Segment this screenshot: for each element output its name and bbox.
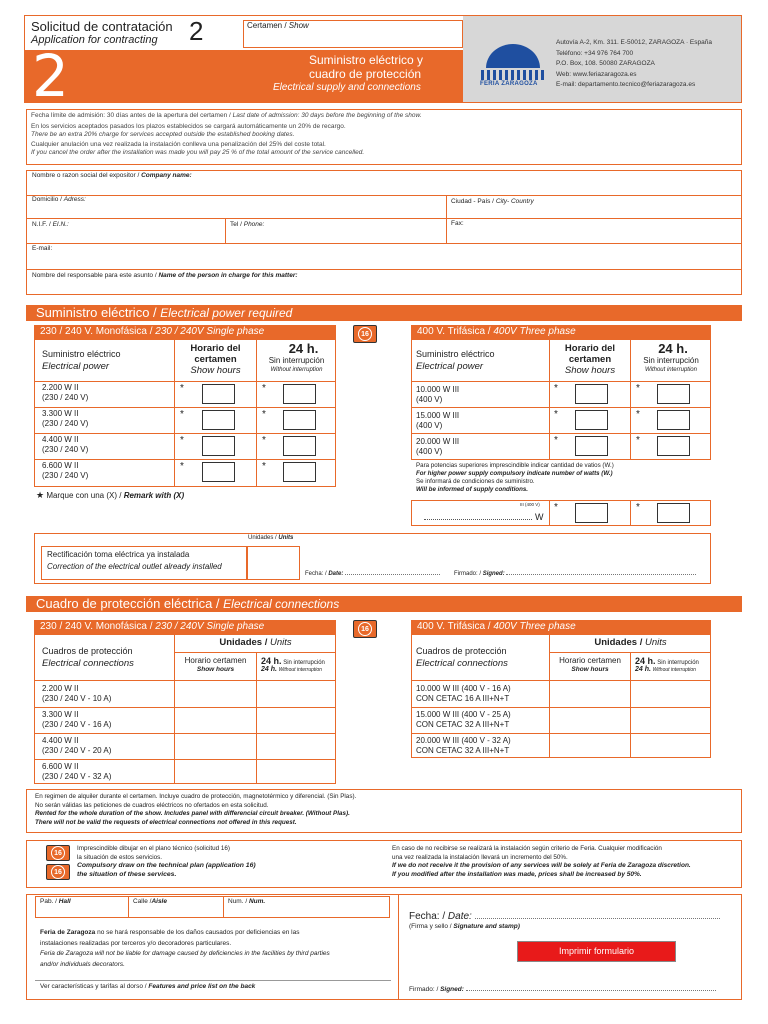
address-label-en: Adress: [63, 196, 86, 203]
conn-single-col-hours: Horario certamen Show hours [184, 656, 247, 673]
phone-label: Tel / [230, 221, 244, 228]
supply-single-row: 6.600 W II (230 / 240 V) [42, 461, 89, 480]
rect-date-field[interactable]: Fecha: / Date: [305, 571, 440, 577]
logo-text: FERIA ZARAGOZA [480, 81, 538, 87]
address-line2: Teléfono: +34 976 764 700 [556, 49, 634, 57]
single-show-hours-checkbox[interactable] [202, 462, 235, 482]
service-title [273, 53, 424, 94]
single-24h-checkbox[interactable] [283, 436, 316, 456]
three-24h-checkbox[interactable] [657, 436, 690, 456]
address-label: Domicilio / [32, 196, 64, 203]
three-show-hours-checkbox[interactable] [575, 410, 608, 430]
supply-three-head: 400 V. Trifásica / 400V Three phase [411, 325, 711, 339]
company-name-field[interactable] [26, 171, 742, 195]
conn-three-row: 15.000 W III (400 V - 25 A) CON CETAC 32 A III+N+T [416, 710, 511, 729]
custom-show-hours-checkbox[interactable] [575, 503, 608, 523]
supply-three-row: 20.000 W III (400 V) [416, 437, 460, 456]
notice-line2-es: En los servicios aceptados pasados los plazos establecidos se cargará automáticamente un 20% de recargo. [31, 122, 346, 130]
service-es-line1: Suministro eléctrico y [309, 53, 424, 67]
notice-line1-en: Last date of admission: 30 days before the beginning of the show. [232, 112, 422, 119]
title-en: Application for contracting [31, 34, 158, 46]
notice-line3-en: If you cancel the order after the installation was made you will pay 25 % of the total amount of the service cancelled. [31, 149, 365, 157]
connections-section-title: Cuadro de protección eléctrica / Electrical connections [26, 596, 742, 612]
service-en: Electrical supply and connections [273, 82, 421, 93]
conn-single-row: 4.400 W II (230 / 240 V - 20 A) [42, 736, 112, 755]
address-line4[interactable]: Web: www.feriazaragoza.es [556, 70, 637, 78]
title-es: Solicitud de contratación [31, 19, 173, 34]
custom-unit: W [535, 512, 544, 522]
supply-single-row: 2.200 W II (230 / 240 V) [42, 383, 89, 402]
liability-text: Feria de Zaragoza no se hará responsable de los daños causados por deficiencias en las instalaciones realizadas por terceros y/o decoradores particulares. Feria de Zaragoza will not be liable for damage caused by deficiencies in the facilities by third parties and/or individuals decorators. [40, 929, 330, 968]
plan-16-icon: 16 [46, 845, 70, 861]
supply-col-hours: Horario del certamen Show hours [190, 343, 241, 376]
city-label: Ciudad - País / [451, 198, 496, 205]
supply-col-24h: 24 h. Sin interrupción Without interruption [268, 341, 325, 373]
conn-three-head: 400 V. Trifásica / 400V Three phase [411, 620, 711, 634]
conn-single-row: 3.300 W II (230 / 240 V - 16 A) [42, 710, 112, 729]
responsible-label: Nombre del responsable para este asunto / [32, 272, 159, 279]
supply-three-col-24h: 24 h. Sin interrupción Without interruption [643, 341, 699, 373]
footer-signed-field[interactable]: Firmado: / Signed: [409, 986, 716, 993]
address-line5[interactable]: E-mail: departamento.tecnico@feriazaragoza.es [556, 81, 696, 89]
nif-label-en: EI.N.: [52, 221, 69, 228]
big-number: 2 [32, 42, 69, 110]
notice-line3-es: Cualquier anulación una vez realizada la instalación conlleva una penalización del 25% del coste total. [31, 141, 326, 149]
rect-text-box: Rectificación toma eléctrica ya instalada Correction of the electrical outlet already installed [41, 546, 247, 580]
nif-field[interactable] [26, 219, 225, 243]
num-field[interactable]: Num. / Num. [228, 898, 266, 905]
remark-note: ★ Marque con una (X) / Remark with (X) [36, 490, 185, 500]
aisle-field[interactable]: Calle /Aisle [133, 898, 167, 905]
company-name-label-en: Company name: [141, 172, 192, 179]
conn-notes: En regimen de alquiler durante el certamen. Incluye cuadro de protección, magnetotérmico y diferencial. (Sin Plas). No serán válidas las peticiones de cuadros eléctricos no ofertados en esta solicitud. Rented for the whole duration of the show. Includes panel with differencial circuit breaker. (Without Plas). There will not be valid the requests of electrical connections not offered in this request. [35, 793, 357, 826]
single-show-hours-checkbox[interactable] [202, 436, 235, 456]
service-es-line2: cuadro de protección [309, 67, 422, 81]
form-number: 2 [189, 16, 204, 46]
plan-right-text: En caso de no recibirse se realizará la instalación según criterio de Feria. Cualquier modificación una vez realizada la instalación llevará un incremento del 50%. If we do not receive it the provision of any services will be solely at Feria de Zaragoza discretion. If you modified after the installation was made, prices shall be increased by 50%. [392, 845, 691, 878]
conn-single-row: 6.600 W II (230 / 240 V - 32 A) [42, 762, 112, 781]
notice-text [31, 112, 422, 157]
print-form-button[interactable]: Imprimir formulario [517, 941, 676, 962]
address-line1: Autovía A-2, Km. 311. E-50012, ZARAGOZA · España [556, 39, 712, 46]
conn-three-units: Unidades / Units [594, 637, 667, 648]
notice-line2-en: There be an extra 20% charge for services accepted outside the established booking dates. [31, 130, 295, 138]
hall-field[interactable]: Pab. / Hall [40, 898, 71, 905]
rect-units-label: Unidades / Units [248, 535, 294, 541]
stamp-label: (Firma y sello / Signature and stamp) [409, 923, 520, 930]
city-label-en: City- Country [495, 198, 534, 205]
conn-three-col-24h: 24 h. Sin interrupción 24 h. Without interruption [635, 656, 699, 673]
city-field[interactable] [447, 196, 741, 218]
company-address [556, 38, 712, 91]
conn-three-row: 10.000 W III (400 V - 16 A) CON CETAC 16 A III+N+T [416, 684, 511, 703]
rect-signed-field[interactable]: Firmado: / Signed: [454, 571, 696, 577]
fax-field[interactable] [447, 219, 741, 243]
higher-power-note: Para potencias superiores imprescindible indicar cantidad de vatios (W.) For higher power supply compulsory indicate number of watts (W.) Se informará de condiciones de suministro. Will be informed of supply conditions. [416, 462, 614, 493]
company-name-label: Nombre o razon social del expositor / [32, 172, 142, 179]
supply-three-row: 15.000 W III (400 V) [416, 411, 460, 430]
prices-note: Ver características y tarifas al dorso / Features and price list on the back [40, 983, 256, 990]
plan-16-icon: 16 [353, 325, 377, 343]
responsible-field[interactable] [26, 270, 742, 295]
plan-16-icon: 16 [46, 864, 70, 880]
three-show-hours-checkbox[interactable] [575, 384, 608, 404]
address-field[interactable] [26, 196, 446, 218]
fax-label: Fax: [451, 220, 464, 227]
phone-label-en: Phone: [243, 221, 265, 228]
single-24h-checkbox[interactable] [283, 410, 316, 430]
conn-three-row: 20.000 W III (400 V - 32 A) CON CETAC 32 A III+N+T [416, 736, 511, 755]
supply-section-title: Suministro eléctrico / Electrical power required [26, 305, 742, 321]
supply-col-power: Suministro eléctrico Electrical power [42, 349, 121, 372]
single-show-hours-checkbox[interactable] [202, 384, 235, 404]
certamen-label: Certamen / [247, 21, 289, 30]
location-row [35, 896, 390, 918]
supply-single-row: 3.300 W II (230 / 240 V) [42, 409, 89, 428]
address-line3: P.O. Box, 108. 50080 ZARAGOZA [556, 60, 655, 68]
supply-single-head: 230 / 240 V. Monofásica / 230 / 240V Single phase [34, 325, 336, 339]
supply-three-col-power: Suministro eléctrico Electrical power [416, 349, 495, 372]
conn-three-col-name: Cuadros de protección Electrical connections [416, 646, 508, 669]
email-field[interactable] [26, 244, 742, 269]
single-24h-checkbox[interactable] [283, 384, 316, 404]
three-24h-checkbox[interactable] [657, 384, 690, 404]
nif-label: N.I.F. / [32, 221, 53, 228]
certamen-field[interactable] [243, 20, 463, 48]
conn-single-row: 2.200 W II (230 / 240 V - 10 A) [42, 684, 112, 703]
conn-three-col-hours: Horario certamen Show hours [559, 656, 621, 673]
custom-volt: III (400 V) [520, 502, 540, 507]
notice-line1-es: Fecha límite de admisión: 30 días antes de la apertura del certamen / [31, 112, 233, 119]
three-show-hours-checkbox[interactable] [575, 436, 608, 456]
supply-single-row: 4.400 W II (230 / 240 V) [42, 435, 89, 454]
custom-24h-checkbox[interactable] [657, 503, 690, 523]
supply-three-row: 10.000 W III (400 V) [416, 385, 460, 404]
plan-draw-text: Imprescindible dibujar en el plano técnico (solicitud 16) la situación de estos servicios. Compulsory draw on the technical plan (application 16) the situation of these services. [77, 845, 256, 878]
plan-16-icon: 16 [353, 620, 377, 638]
three-24h-checkbox[interactable] [657, 410, 690, 430]
supply-three-col-hours: Horario del certamen Show hours [564, 343, 616, 376]
conn-single-col-24h: 24 h. Sin interrupción 24 h. Without interruption [261, 656, 325, 673]
custom-watts-input[interactable] [424, 510, 532, 520]
single-24h-checkbox[interactable] [283, 462, 316, 482]
single-show-hours-checkbox[interactable] [202, 410, 235, 430]
phone-field[interactable] [226, 219, 446, 243]
footer-date-field[interactable]: Fecha: / Date: [409, 911, 720, 922]
conn-single-units: Unidades / Units [219, 637, 292, 648]
email-label: E-mail: [32, 245, 53, 252]
certamen-label-en: Show [288, 21, 309, 30]
rect-units-input[interactable] [247, 546, 300, 580]
conn-single-head: 230 / 240 V. Monofásica / 230 / 240V Single phase [34, 620, 336, 634]
responsible-label-en: Name of the person in charge for this matter: [158, 272, 298, 279]
feria-logo [478, 40, 548, 90]
conn-single-col-name: Cuadros de protección Electrical connections [42, 646, 134, 669]
